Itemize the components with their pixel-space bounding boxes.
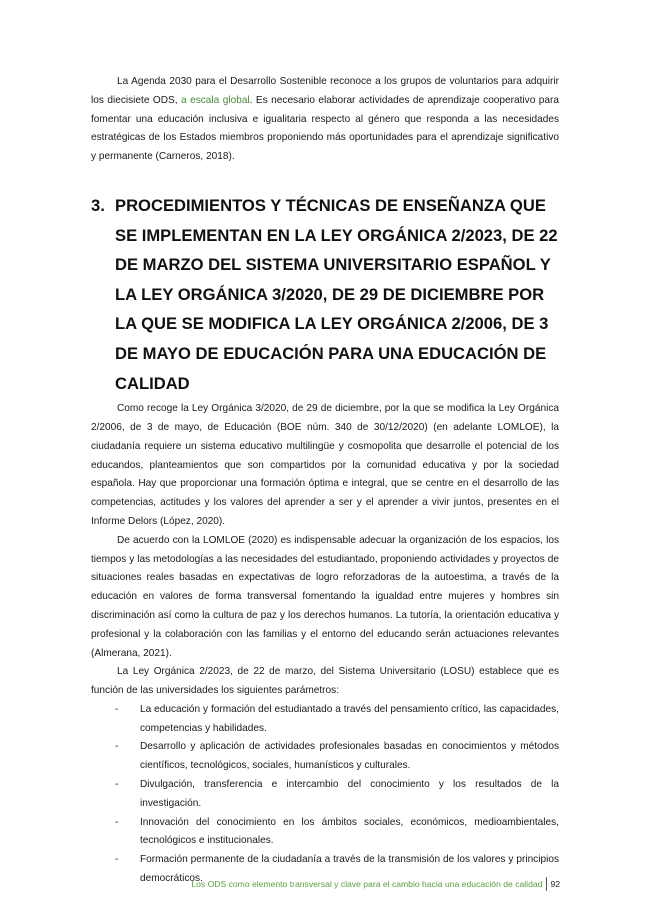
list-item xyxy=(91,701,559,739)
footer-running-title: Los ODS como elemento transversal y clave para el cambio hacia una educación de calidad xyxy=(191,879,543,889)
list-item-text: Desarrollo y aplicación de actividades profesionales basadas en conocimientos y métodos científicos, tecnológicos, sociales, humanísticos y culturales. xyxy=(140,741,559,772)
intro-paragraph xyxy=(91,73,559,167)
function-list xyxy=(91,701,559,889)
section-title: PROCEDIMIENTOS Y TÉCNICAS DE ENSEÑANZA QUE SE IMPLEMENTAN EN LA LEY ORGÁNICA 2/2023, DE 22 DE MARZO DEL SISTEMA UNIVERSITARIO ESPAÑOL Y LA LEY ORGÁNICA 3/2020, DE 29 DE DICIEMBRE POR LA QUE SE MODIFICA LA LEY ORGÁNICA 2/2006, DE 3 DE MAYO DE EDUCACIÓN PARA UNA EDUCACIÓN DE CALIDAD xyxy=(115,195,558,393)
list-bullet: - xyxy=(115,741,119,753)
list-bullet: - xyxy=(115,816,119,828)
section-number: 3. xyxy=(91,195,105,215)
list-item-text: Divulgación, transferencia e intercambio del conocimiento y los resultados de la investigación. xyxy=(140,779,559,809)
body-paragraph: De acuerdo con la LOMLOE (2020) es indispensable adecuar la organización de los espacios, los tiempos y las metodologías a las necesidades del estudiantado, proponiendo actividades y proyectos de situaciones reales basadas en expectativas de logro reforzadoras de la autoestima, a través de la educación en valores de forma transversal fomentando la igualdad entre mujeres y hombres sin discriminación así como la cultura de paz y los derechos humanos. La tutoría, la orientación educativa y profesional y la colaboración con las familias y el entorno del educando serán actuaciones relevantes (Almerana, 2021). xyxy=(91,534,559,659)
list-item-text: Formación permanente de la ciudadanía a través de la transmisión de los valores y principios democráticos. xyxy=(140,854,559,885)
page-content xyxy=(91,73,559,889)
intro-highlight: a escala global xyxy=(181,94,250,106)
list-item-text: La educación y formación del estudiantado a través del pensamiento crítico, las capacidades, competencias y habilidades. xyxy=(140,703,559,734)
list-item xyxy=(91,776,559,814)
body-paragraph: Como recoge la Ley Orgánica 3/2020, de 29 de diciembre, por la que se modifica la Ley Orgánica 2/2006, de 3 de mayo, de Educación (BOE núm. 340 de 30/12/2020) (en adelante LOMLOE), la ciudadanía requiere un sistema educativo multilingüe y cosmopolita que desarrolle el potencial de los educandos, planteamientos que son compartidos por la comunidad educativa y por la sociedad española. Hay que proporcionar una formación óptima e integral, que se centre en el desarrollo de las competencias, actitudes y los valores del aprender a ser y el aprender a vivir juntos, presentes en el Informe Delors (López, 2020). xyxy=(91,403,559,527)
list-item xyxy=(91,814,559,852)
page-footer xyxy=(191,877,560,891)
list-item-text: Innovación del conocimiento en los ámbitos sociales, económicos, medioambientales, tecnológicos e institucionales. xyxy=(140,816,559,847)
section-heading xyxy=(91,191,559,398)
footer-divider xyxy=(546,877,547,891)
list-bullet: - xyxy=(115,854,119,866)
body-paragraph: La Ley Orgánica 2/2023, de 22 de marzo, del Sistema Universitario (LOSU) establece que es función de las universidades los siguientes parámetros: xyxy=(91,666,559,697)
intro-text-end: . Es necesario elaborar actividades de aprendizaje cooperativo para fomentar una educación inclusiva e igualitaria respecto al género que responda a las necesidades estratégicas de los Estados miembros proponiendo más oportunidades para el aprendizaje significativo y permanente (Carneros, 2018). xyxy=(91,94,559,163)
list-bullet: - xyxy=(115,703,119,715)
page-number: 92 xyxy=(550,879,560,889)
list-bullet: - xyxy=(115,779,119,791)
intro-text-start: La Agenda 2030 para el Desarrollo Sostenible reconoce a los grupos de voluntarios para adquirir los diecisiete ODS, xyxy=(91,76,559,106)
list-item xyxy=(91,738,559,776)
